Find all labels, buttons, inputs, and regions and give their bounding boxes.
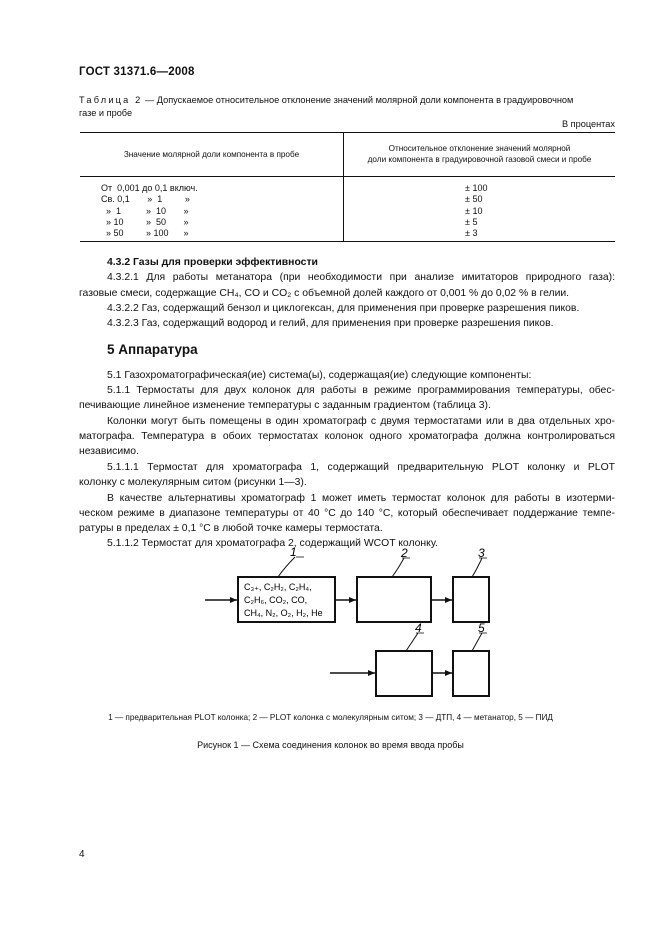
figure-caption: Рисунок 1 — Схема соединения колонок во время ввода пробы [197,740,464,750]
detector-3-box [453,577,489,622]
figure-label-2: 2 [401,546,408,560]
paragraph-5-1-1-2: 5.1.1.2 Термостат для хроматографа 2, содержащий WCOT колонку. [107,538,438,549]
column-2-box [357,577,431,622]
table-divider-header [80,176,615,177]
table-col1-values [101,183,198,239]
table-cell-range: » 50 » 100 » [101,228,189,239]
table-caption-line2: газе и пробе [79,108,133,118]
paragraph-5-1-1-line1: 5.1.1 Термостаты для двух колонок для работы в режиме программирования температуры, обес- [107,385,615,396]
table-label: Таблица 2 [79,95,143,105]
figure-legend: 1 — предварительная PLOT колонка; 2 — PLOT колонка с молекулярным ситом; 3 — ДТП, 4 — метанатор, 5 — ПИД [108,713,553,722]
paragraph-4-3-2-1-line1: 4.3.2.1 Для работы метанатора (при необходимости при анализе имитаторов природного газа): [107,272,615,283]
paragraph-5-1-1-1-line1: 5.1.1.1 Термостат для хроматографа 1, содержащий предварительную PLOT колонку и PLOT [107,462,615,473]
paragraph-alt-line3: ратуры в пределах ± 0,1 °С в любой точке камеры термостата. [79,523,383,534]
paragraph-5-1-1-line2: печивающие линейное изменение температуры с заданным градиентом (таблица 3). [79,400,491,411]
table-cell-value: ± 50 [465,194,483,205]
leader-line-1 [278,557,295,577]
paragraph-columns-line3: независимо. [79,446,139,457]
paragraph-alt-line1: В качестве альтернативы хроматограф 1 может иметь термостат колонок для работы в изотерми- [107,493,615,504]
paragraph-4-3-2-2: 4.3.2.2 Газ, содержащий бензол и циклогексан, для применения при проверке разрешения пиков. [107,303,580,314]
fid-5-box [453,651,489,696]
table-cell-value: ± 5 [465,216,478,227]
table-caption [79,94,619,120]
table-col2-header [344,143,615,165]
figure-label-5: 5 [478,621,485,635]
paragraph-4-3-2-3: 4.3.2.3 Газ, содержащий водород и гелий, для применения при проверке разрешения пиков. [107,318,554,329]
leader-line-3 [472,558,482,577]
table-cell-value: ± 3 [465,228,478,239]
paragraph-4-3-2-1-line2: газовые смеси, содержащие CH₄, CO и CO₂ с объемной долей каждого от 0,001 % до 0,02 % в гелии. [79,288,570,299]
table-col1-header: Значение молярной доли компонента в пробе [123,150,300,159]
figure-label-1: 1 [290,545,297,559]
figure-label-3: 3 [478,546,485,560]
paragraph-5-1: 5.1 Газохроматографическая(ие) система(ы), содержащая(ие) следующие компоненты: [107,370,532,381]
table-cell-range: » 10 » 50 » [101,216,189,227]
section-title: 5 Аппаратура [107,342,198,357]
table-cell-value: ± 10 [465,205,483,216]
table-2 [80,132,615,242]
leader-line-5 [472,633,482,651]
table-cell-value: ± 100 [465,183,488,193]
figure-1-diagram [0,545,661,725]
table-units: В процентах [561,119,615,129]
table-cell-range: Св. 0,1 » 1 » [101,194,190,205]
paragraph-5-1-1-1-line2: колонку с молекулярным ситом (рисунки 1—3). [79,477,307,488]
figure-label-4: 4 [415,621,422,635]
table-col2-header-line2: доли компонента в градуировочной газовой смеси и пробе [367,155,592,164]
table-caption-text: — Допускаемое относительное отклонение значений молярной доли компонента в градуировочном [142,95,574,105]
table-cell-range: » 1 » 10 » [101,205,189,216]
box1-line1: C₃₊, C₂H₂, C₂H₄, [244,582,312,592]
methanator-4-box [376,651,432,696]
table-cell-range: От 0,001 до 0,1 включ. [101,183,198,193]
table-col2-header-line1: Относительное отклонение значений молярной [388,144,571,153]
paragraph-columns-line1: Колонки могут быть помещены в один хроматограф с двумя термостатами или в два отдельных хро- [107,416,615,427]
box1-line2: C₂H₆, CO₂, CO, [244,595,308,605]
paragraph-alt-line2: ческом режиме в диапазоне температуры от 40 °С до 140 °С, который обеспечивает поддержание темпе- [79,508,615,519]
subsection-heading: 4.3.2 Газы для проверки эффективности [107,257,318,268]
leader-line-2 [392,558,404,577]
table-col2-values [465,183,487,239]
page-number: 4 [79,849,85,860]
paragraph-columns-line2: матографа. Температура в обоих термостатах колонок одного хроматографа должна контролироваться [79,431,615,442]
box1-line3: CH₄, N₂, O₂, H₂, He [244,608,323,618]
document-header: ГОСТ 31371.6—2008 [79,66,195,78]
leader-line-4 [406,633,418,651]
